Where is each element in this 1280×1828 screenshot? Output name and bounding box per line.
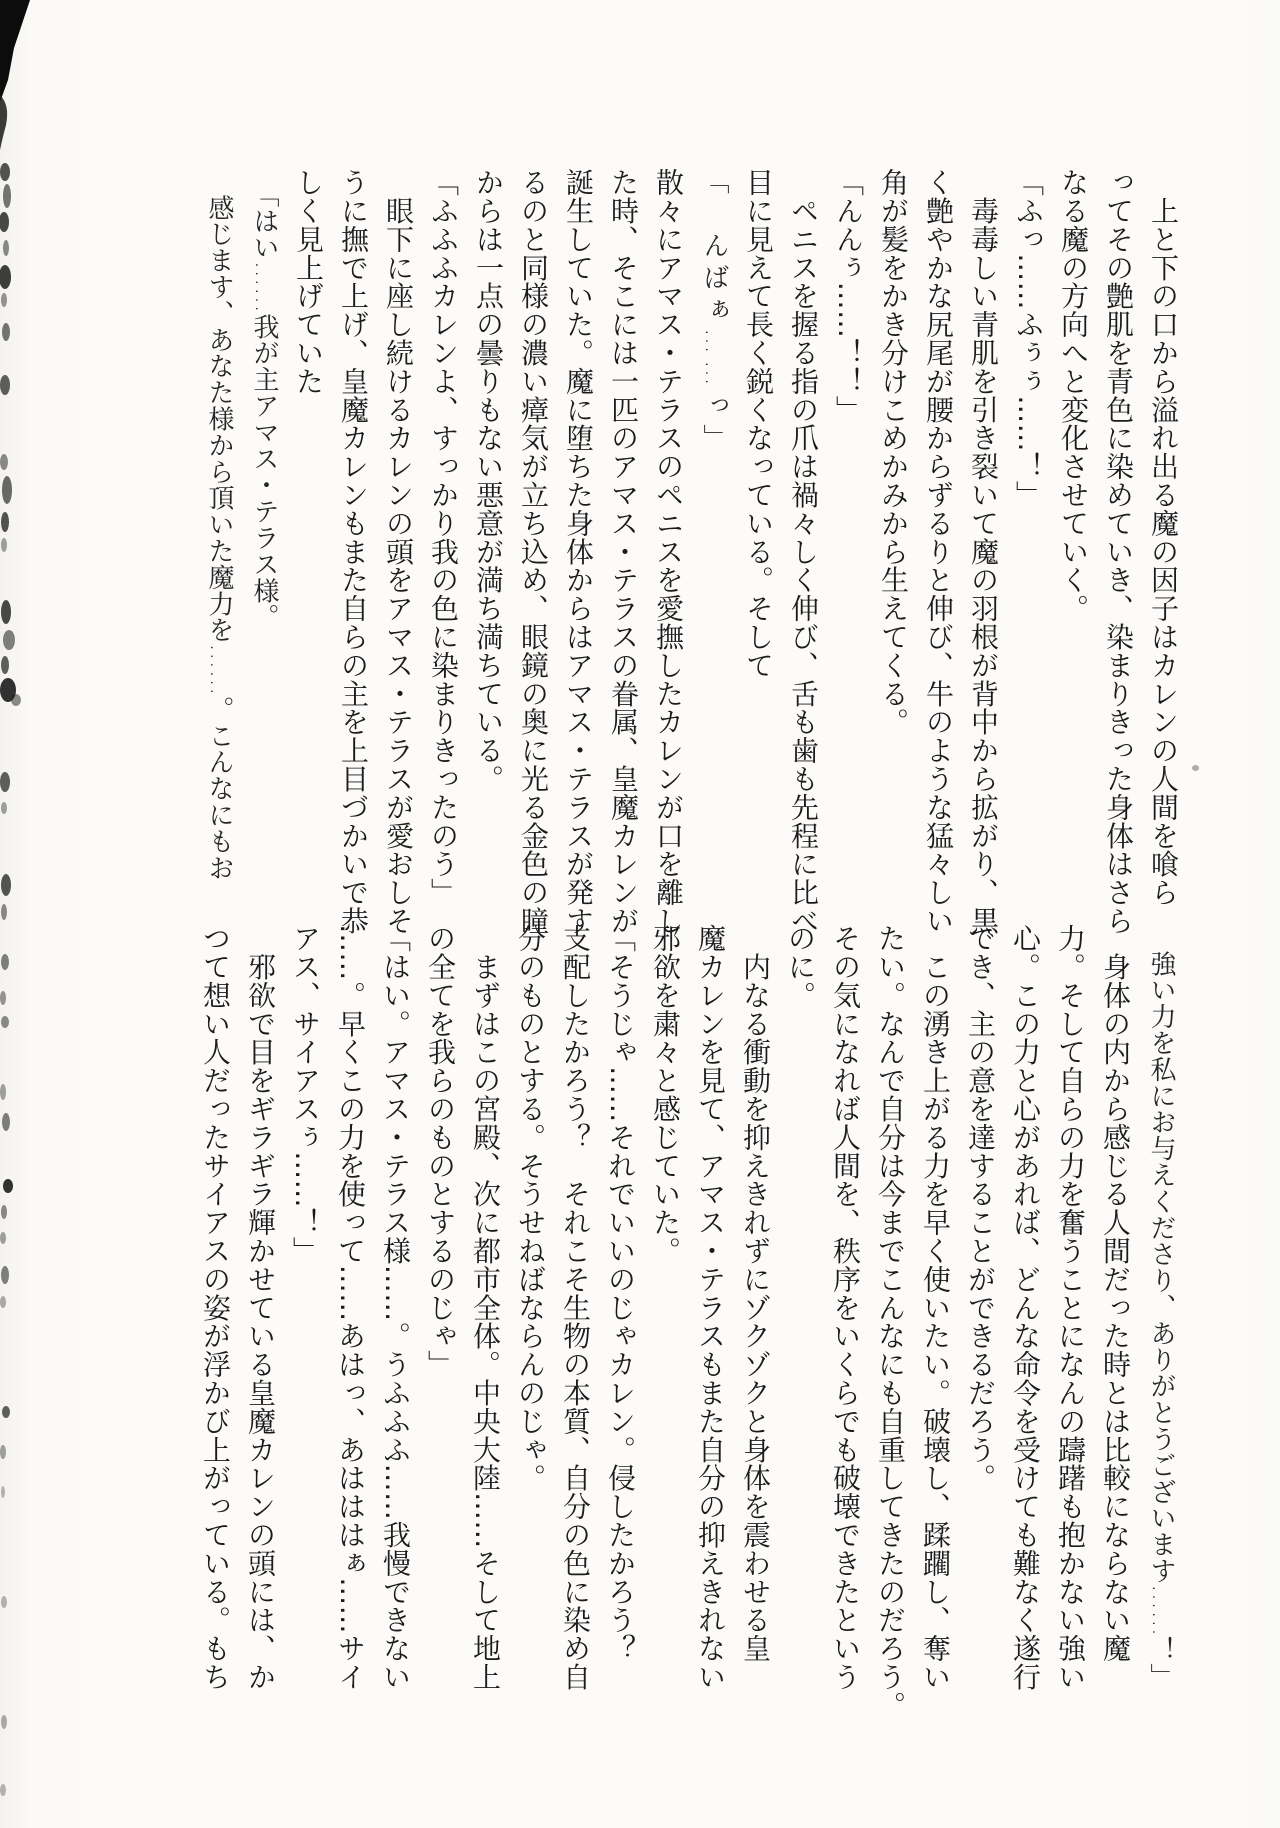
scan-speck	[1192, 765, 1199, 771]
text-column: 感じます、あなた様から頂いた魔力を……。こんなにもお	[204, 168, 234, 881]
scan-edge-artifact	[0, 0, 46, 1828]
text-column: 「そうじゃ……それでいいのじゃカレン。侵したかろう？	[604, 924, 637, 1663]
text-column: なる魔の方向へと変化させていく。	[1057, 168, 1090, 623]
text-column: 「はい……我が主アマス・テラス様。	[249, 168, 279, 631]
text-column: 散々にアマス・テラスのペニスを愛撫したカレンが口を離し	[652, 168, 685, 935]
text-column: その気になれば人間を、秩序をいくらでも破壊できたという	[829, 924, 862, 1691]
text-column: 誕生していた。魔に堕ちた身体からはアマス・テラスが発す	[562, 168, 595, 935]
text-column: 支配したかろう？ それこそ生物の本質、自分の色に染め自	[559, 924, 592, 1691]
text-column: 分のものとする。そうせねばならんのじゃ。	[514, 924, 547, 1492]
text-column: つて想い人だったサイアスの姿が浮かび上がっている。もち	[199, 924, 232, 1691]
text-column: しく見上げていた	[292, 168, 325, 396]
text-block-bottom	[193, 924, 1183, 1720]
text-column: く艶やかな尻尾が腰からずるりと伸び、牛のような猛々しい	[922, 168, 955, 935]
text-column: の全てを我らのものとするのじゃ」	[424, 924, 457, 1379]
text-column: 眼下に座し続けるカレンの頭をアマス・テラスが愛おしそ	[382, 168, 415, 935]
text-column: 「 んばぁ……っ」	[699, 168, 729, 456]
text-column: 上と下の口から溢れ出る魔の因子はカレンの人間を喰ら	[1147, 168, 1180, 907]
text-column: たい。なんで自分は今までこんなにも自重してきたのだろう。	[874, 924, 907, 1720]
text-column: るのと同様の濃い瘴気が立ち込め、眼鏡の奥に光る金色の瞳	[517, 168, 550, 935]
text-column: まずはこの宮殿、次に都市全体。中央大陸……そして地上	[469, 924, 502, 1691]
text-block-top	[196, 168, 1186, 935]
text-column: 邪欲を粛々と感じていた。	[649, 924, 682, 1265]
text-column: ……。早くこの力を使って……あはっ、あはははぁ……サイ	[334, 924, 367, 1691]
text-column: ってその艶肌を青色に染めていき、染まりきった身体はさら	[1102, 168, 1135, 935]
text-column: 身体の内から感じる人間だった時とは比較にならない魔	[1099, 924, 1132, 1663]
text-column: 邪欲で目をギラギラ輝かせている皇魔カレンの頭には、か	[244, 924, 277, 1691]
text-column: 「んんぅ……！！」	[832, 168, 865, 424]
text-column: 力。そして自らの力を奮うことになんの躊躇も抱かない強い	[1054, 924, 1087, 1691]
text-column: 「はい。アマス・テラス様……。うふふふ……我慢できない	[379, 924, 412, 1691]
text-column: 毒毒しい青肌を引き裂いて魔の羽根が背中から拡がり、黒	[967, 168, 1000, 935]
text-column: 目に見えて長く鋭くなっている。そして	[742, 168, 775, 680]
text-column: 内なる衝動を抑えきれずにゾクゾクと身体を震わせる皇	[739, 924, 772, 1663]
text-column: ペニスを握る指の爪は禍々しく伸び、舌も歯も先程に比べ	[787, 168, 820, 935]
text-column: うに撫で上げ、皇魔カレンもまた自らの主を上目づかいで恭	[337, 168, 370, 935]
text-column: 心。この力と心があれば、どんな命令を受けても難なく遂行	[1009, 924, 1042, 1691]
text-column: 角が髪をかき分けこめかみから生えてくる。	[877, 168, 910, 736]
text-column: からは一点の曇りもない悪意が満ち満ちている。	[472, 168, 505, 793]
text-column: アス、サイアスぅ……！」	[289, 924, 322, 1265]
text-column: た時、そこには一匹のアマス・テラスの眷属、皇魔カレンが	[607, 168, 640, 935]
text-column: 魔カレンを見て、アマス・テラスもまた自分の抑えきれない	[694, 924, 727, 1691]
text-column: この湧き上がる力を早く使いたい。破壊し、蹂躙し、奪い	[919, 924, 952, 1691]
text-column: 強い力を私にお与えくださり、ありがとうございます……！」	[1146, 924, 1176, 1690]
text-column: 「ふっ……ふぅぅ……！」	[1012, 168, 1045, 509]
text-column: のに。	[784, 924, 817, 1010]
text-column: 「ふふふカレンよ、すっかり我の色に染まりきったのう」	[427, 168, 460, 907]
text-column: でき、主の意を達することができるだろう。	[964, 924, 997, 1492]
